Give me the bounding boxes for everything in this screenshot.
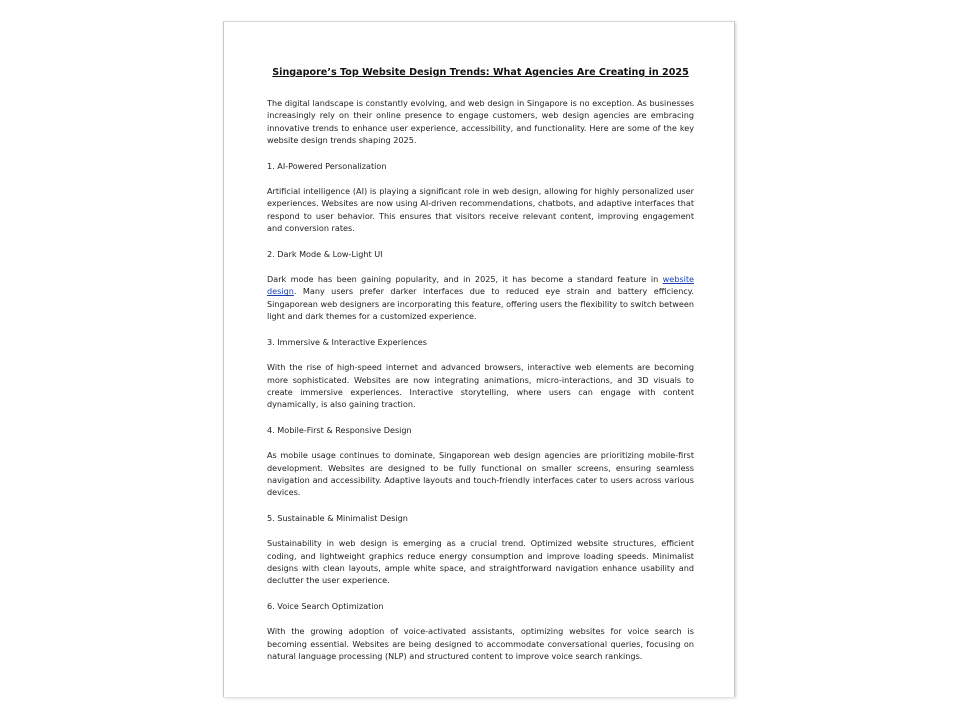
dark-mode-text-after-link: . Many users prefer darker interfaces due to reduced eye strain and battery efficiency. Singaporean web designers are incorporating this feature, offering users the flexibility to switch between light and dark themes for a customized experience. (267, 286, 694, 322)
section-heading-mobile-first: 4. Mobile-First & Responsive Design (267, 424, 412, 435)
section-body-voice-search: With the growing adoption of voice-activated assistants, optimizing websites for voice search is becoming essential. Websites are being designed to accommodate conversational queries, focusing on natural language processing (NLP) and structured content to improve voice search rankings. (267, 626, 694, 661)
dark-mode-text-before-link: Dark mode has been gaining popularity, and in 2025, it has become a standard feature in (267, 274, 663, 285)
section-body-sustainable: Sustainability in web design is emerging as a crucial trend. Optimized website structures, efficient coding, and lightweight graphics reduce energy consumption and improve loading speeds. Minimalist designs with clean layouts, ample white space, and straightforward navigation enhance usability and declutter the user experience. (267, 538, 694, 586)
section-heading-ai-personalization: 1. AI-Powered Personalization (267, 160, 387, 171)
website-design-link[interactable]: website design (267, 274, 694, 297)
section-heading-voice-search: 6. Voice Search Optimization (267, 600, 384, 611)
document-page (223, 21, 735, 697)
section-heading-immersive: 3. Immersive & Interactive Experiences (267, 336, 427, 347)
section-body-immersive: With the rise of high-speed internet and advanced browsers, interactive web elements are becoming more sophisticated. Websites are now integrating animations, micro-interactions, and 3D visuals to create immersive experiences. Interactive storytelling, where users can engage with content dynamically, is also gaining traction. (267, 362, 694, 410)
intro-paragraph: The digital landscape is constantly evolving, and web design in Singapore is no exception. As businesses increasingly rely on their online presence to engage customers, web design agencies are embracing innovative trends to enhance user experience, accessibility, and functionality. Here are some of the key website design trends shaping 2025. (267, 98, 694, 146)
document-title: Singapore’s Top Website Design Trends: What Agencies Are Creating in 2025 (272, 67, 689, 78)
section-heading-dark-mode: 2. Dark Mode & Low-Light UI (267, 248, 383, 259)
document-content (267, 67, 694, 675)
section-body-dark-mode (267, 273, 694, 323)
section-heading-sustainable: 5. Sustainable & Minimalist Design (267, 512, 408, 523)
section-body-ai-personalization: Artificial intelligence (AI) is playing a significant role in web design, allowing for highly personalized user experiences. Websites are now using AI-driven recommendations, chatbots, and adaptive interfaces that respond to user behavior. This ensures that visitors receive relevant content, improving engagement and conversion rates. (267, 186, 694, 234)
section-body-mobile-first: As mobile usage continues to dominate, Singaporean web design agencies are prioritizing mobile-first development. Websites are designed to be fully functional on smaller screens, ensuring seamless navigation and accessibility. Adaptive layouts and touch-friendly interfaces cater to users across various devices. (267, 450, 694, 498)
